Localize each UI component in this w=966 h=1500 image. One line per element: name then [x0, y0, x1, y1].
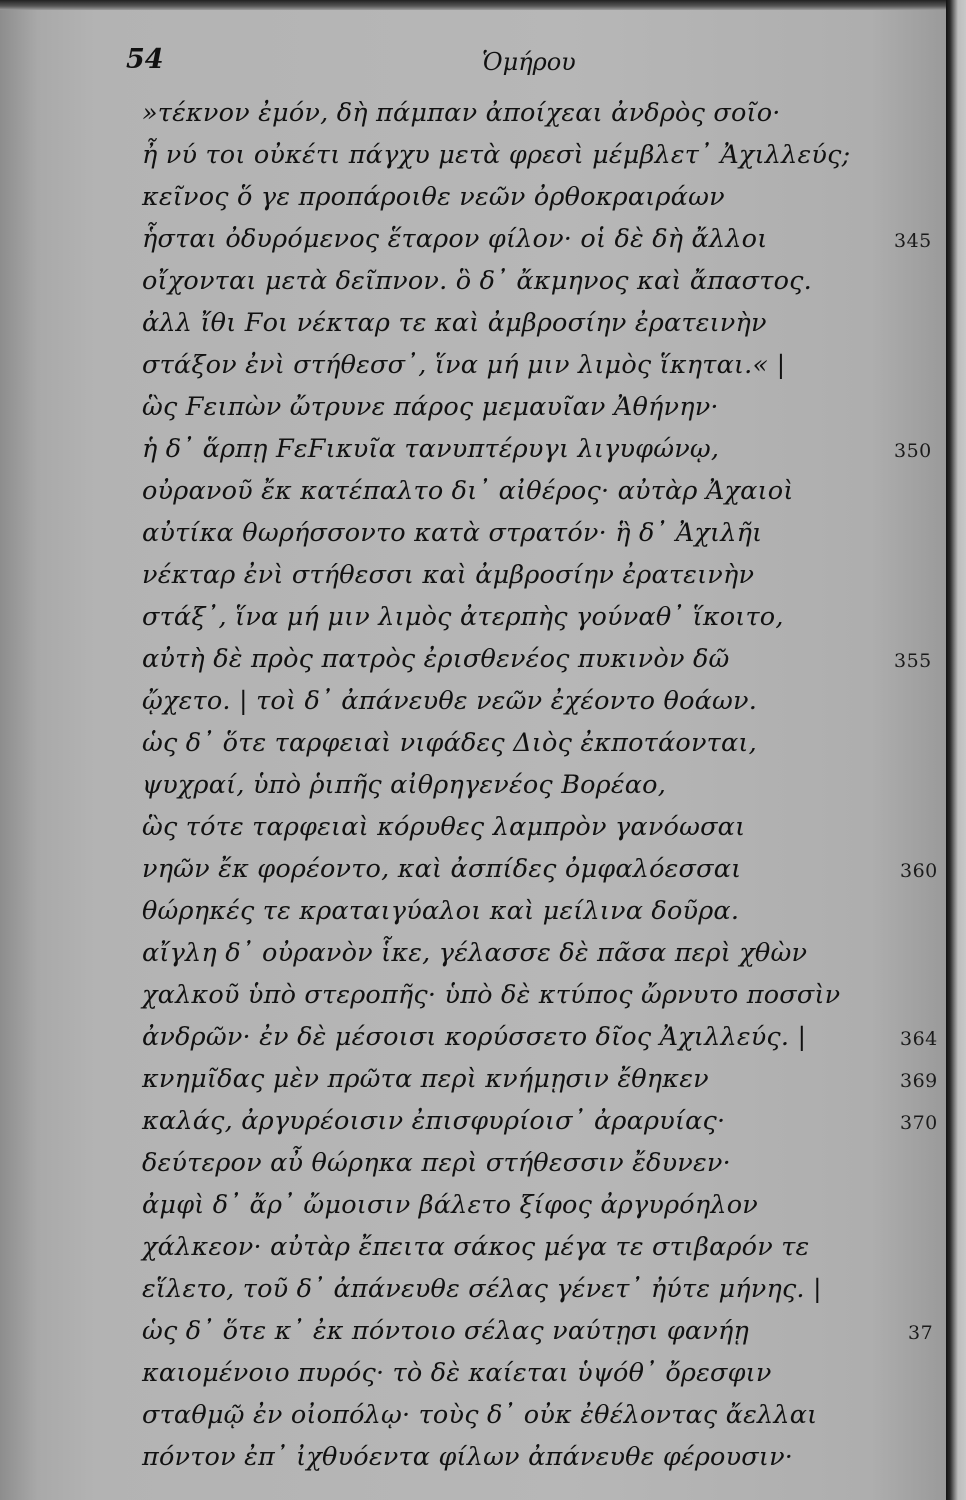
verse-line: »τέκνον ἐμόν, δὴ πάμπαν ἀποίχεαι ἀνδρὸς σοῖο· [142, 98, 781, 128]
verse-line: οὐρανοῦ ἔκ κατέπαλτο δι᾽ αἰθέρος· αὐτὰρ Ἀχαιοὶ [142, 476, 794, 506]
line-number: 345 [894, 230, 932, 252]
verse-line: κεῖνος ὅ γε προπάροιθε νεῶν ὀρθοκραιράων [142, 182, 725, 212]
line-number: 350 [894, 440, 932, 462]
verse-line: ἧσται ὀδυρόμενος ἕταρον φίλον· οἱ δὲ δὴ ἄλλοι [142, 224, 768, 254]
verse-line: ὡς δ᾽ ὅτε κ᾽ ἐκ πόντοιο σέλας ναύτῃσι φανήῃ [142, 1316, 749, 1346]
verse-line: ὣς Ϝειπὼν ὤτρυνε πάρος μεμαυῖαν Ἀθήνην· [142, 392, 719, 422]
verse-line: ἡ δ᾽ ἅρπῃ ϜεϜικυῖα τανυπτέρυγι λιγυφώνῳ, [142, 434, 720, 464]
verse-line: εἵλετο, τοῦ δ᾽ ἀπάνευθε σέλας γένετ᾽ ἠύτε μήνης. | [142, 1274, 822, 1304]
line-number: 370 [900, 1112, 938, 1134]
verse-line: νέκταρ ἐνὶ στήθεσσι καὶ ἀμβροσίην ἐρατεινὴν [142, 560, 755, 590]
verse-line: ὣς τότε ταρφειαὶ κόρυθες λαμπρὸν γανόωσαι [142, 812, 746, 842]
line-number: 360 [900, 860, 938, 882]
verse-line: πόντον ἐπ᾽ ἰχθυόεντα φίλων ἀπάνευθε φέρουσιν· [142, 1442, 794, 1472]
page-gutter-edge [946, 0, 966, 1500]
verse-line: ὡς δ᾽ ὅτε ταρφειαὶ νιφάδες Διὸς ἐκποτάονται, [142, 728, 757, 758]
verse-line: ἀνδρῶν· ἐν δὲ μέσοισι κορύσσετο δῖος Ἀχιλλεύς. | [142, 1022, 807, 1052]
verse-line: αὐτὴ δὲ πρὸς πατρὸς ἐρισθενέος πυκινὸν δῶ [142, 644, 730, 674]
verse-line: ἀμφὶ δ᾽ ἄρ᾽ ὤμοισιν βάλετο ξίφος ἀργυρόηλον [142, 1190, 758, 1220]
verse-line: αἴγλη δ᾽ οὐρανὸν ἷκε, γέλασσε δὲ πᾶσα περὶ χθὼν [142, 938, 808, 968]
verse-line: αὐτίκα θωρήσσοντο κατὰ στρατόν· ἣ δ᾽ Ἀχιλῆι [142, 518, 763, 548]
verse-line: νηῶν ἔκ φορέοντο, καὶ ἀσπίδες ὀμφαλόεσσαι [142, 854, 742, 884]
verse-line: κνημῖδας μὲν πρῶτα περὶ κνήμῃσιν ἔθηκεν [142, 1064, 709, 1094]
line-number: 364 [900, 1028, 938, 1050]
verse-line: ψυχραί, ὑπὸ ῥιπῆς αἰθρηγενέος Βορέαο, [142, 770, 667, 800]
verse-line: καιομένοιο πυρός· τὸ δὲ καίεται ὑψόθ᾽ ὄρεσφιν [142, 1358, 772, 1388]
page-top-shadow [0, 0, 966, 10]
line-number: 355 [894, 650, 932, 672]
verse-line: σταθμῷ ἐν οἰοπόλῳ· τοὺς δ᾽ οὐκ ἐθέλοντας ἄελλαι [142, 1400, 818, 1430]
verse-line: στάξ᾽, ἵνα μή μιν λιμὸς ἀτερπὴς γούναθ᾽ ἵκοιτο, [142, 602, 784, 632]
verse-line: χαλκοῦ ὑπὸ στεροπῆς· ὑπὸ δὲ κτύπος ὤρνυτο ποσσὶν [142, 980, 841, 1010]
verse-line: θώρηκές τε κραταιγύαλοι καὶ μείλινα δοῦρα. [142, 896, 740, 926]
running-head: Ὁμήρου [482, 48, 576, 76]
verse-line: καλάς, ἀργυρέοισιν ἐπισφυρίοισ᾽ ἀραρυίας· [142, 1106, 726, 1136]
verse-line: χάλκεον· αὐτὰρ ἔπειτα σάκος μέγα τε στιβαρόν τε [142, 1232, 810, 1262]
line-number: 37 [908, 1322, 934, 1344]
verse-line: ἦ νύ τοι οὐκέτι πάγχυ μετὰ φρεσὶ μέμβλετ᾽ Ἀχιλλεύς; [142, 140, 851, 170]
page-number: 54 [126, 44, 164, 75]
verse-line: στάξον ἐνὶ στήθεσσ᾽, ἵνα μή μιν λιμὸς ἵκηται.« | [142, 350, 786, 380]
verse-line: ᾤχετο. | τοὶ δ᾽ ἀπάνευθε νεῶν ἐχέοντο θοάων. [142, 686, 758, 716]
line-number: 369 [900, 1070, 938, 1092]
verse-line: οἴχονται μετὰ δεῖπνον. ὃ δ᾽ ἄκμηνος καὶ ἄπαστος. [142, 266, 812, 296]
verse-line: ἀλλ ἴθι Ϝοι νέκταρ τε καὶ ἀμβροσίην ἐρατεινὴν [142, 308, 767, 338]
verse-line: δεύτερον αὖ θώρηκα περὶ στήθεσσιν ἔδυνεν· [142, 1148, 731, 1178]
